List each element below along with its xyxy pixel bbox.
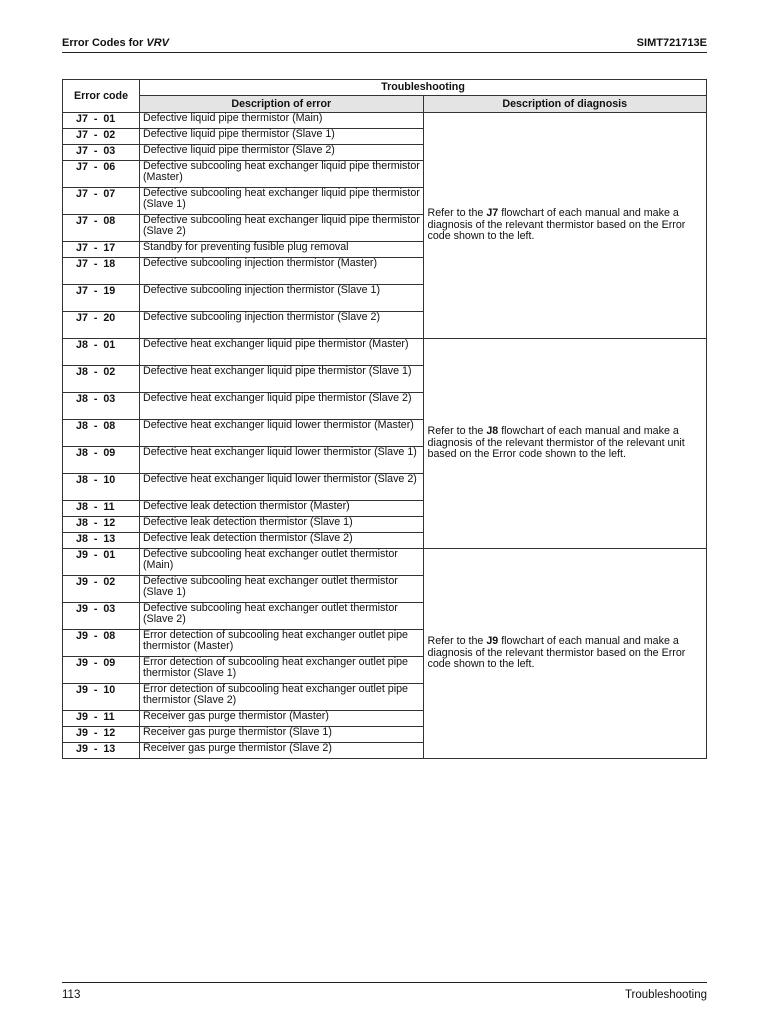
error-description-cell: Receiver gas purge thermistor (Master) — [140, 711, 424, 727]
col-description-diagnosis: Description of diagnosis — [423, 95, 707, 112]
diagnosis-text-pre: Refer to the — [427, 635, 487, 648]
error-code-cell: J7 - 17 — [63, 242, 140, 258]
diagnosis-cell — [423, 339, 707, 549]
error-description-cell: Standby for preventing fusible plug removal — [140, 242, 424, 258]
diagnosis-cell — [423, 549, 707, 759]
col-description-error: Description of error — [140, 95, 424, 112]
error-code-cell: J9 - 09 — [63, 657, 140, 684]
table-body — [63, 113, 707, 759]
error-description-cell: Receiver gas purge thermistor (Slave 1) — [140, 727, 424, 743]
error-code-table — [62, 79, 707, 759]
error-description-cell: Defective subcooling heat exchanger outlet thermistor (Slave 1) — [140, 576, 424, 603]
error-description-cell: Error detection of subcooling heat exchanger outlet pipe thermistor (Slave 1) — [140, 657, 424, 684]
error-description-cell: Defective leak detection thermistor (Slave 1) — [140, 517, 424, 533]
error-code-cell: J7 - 02 — [63, 129, 140, 145]
error-description-cell: Defective heat exchanger liquid pipe thermistor (Slave 2) — [140, 393, 424, 420]
error-description-cell: Defective heat exchanger liquid lower thermistor (Master) — [140, 420, 424, 447]
diagnosis-text-post: flowchart of each manual and make a diagnosis of the relevant thermistor based on the Error code shown to the left. — [427, 635, 686, 671]
table-row — [63, 113, 707, 129]
error-description-cell: Defective heat exchanger liquid pipe thermistor (Slave 1) — [140, 366, 424, 393]
document-id: SIMT721713E — [636, 37, 707, 49]
error-description-cell: Defective subcooling heat exchanger liquid pipe thermistor (Slave 1) — [140, 188, 424, 215]
error-code-cell: J9 - 13 — [63, 743, 140, 759]
error-description-cell: Defective subcooling injection thermistor (Master) — [140, 258, 424, 285]
error-code-cell: J7 - 19 — [63, 285, 140, 312]
col-error-code: Error code — [63, 80, 140, 113]
page-header — [62, 36, 707, 53]
error-code-cell: J8 - 02 — [63, 366, 140, 393]
diagnosis-flowchart-code: J7 — [486, 207, 499, 220]
error-code-cell: J8 - 03 — [63, 393, 140, 420]
error-description-cell: Defective subcooling heat exchanger liquid pipe thermistor (Slave 2) — [140, 215, 424, 242]
error-code-cell: J7 - 07 — [63, 188, 140, 215]
diagnosis-text-post: flowchart of each manual and make a diagnosis of the relevant thermistor based on the Error code shown to the left. — [427, 207, 686, 243]
error-code-cell: J7 - 08 — [63, 215, 140, 242]
error-description-cell: Defective liquid pipe thermistor (Main) — [140, 113, 424, 129]
error-description-cell: Defective subcooling heat exchanger outlet thermistor (Slave 2) — [140, 603, 424, 630]
error-description-cell: Defective liquid pipe thermistor (Slave 1) — [140, 129, 424, 145]
error-code-cell: J8 - 11 — [63, 501, 140, 517]
error-code-cell: J9 - 12 — [63, 727, 140, 743]
error-code-cell: J7 - 18 — [63, 258, 140, 285]
diagnosis-text-pre: Refer to the — [427, 425, 487, 438]
error-description-cell: Receiver gas purge thermistor (Slave 2) — [140, 743, 424, 759]
diagnosis-flowchart-code: J9 — [486, 635, 499, 648]
error-code-cell: J8 - 13 — [63, 533, 140, 549]
table-row — [63, 549, 707, 576]
error-description-cell: Defective leak detection thermistor (Master) — [140, 501, 424, 517]
error-code-cell: J9 - 10 — [63, 684, 140, 711]
diagnosis-flowchart-code: J8 — [486, 425, 499, 438]
error-code-cell: J7 - 20 — [63, 312, 140, 339]
header-prefix: Error Codes for — [62, 37, 147, 49]
error-description-cell: Error detection of subcooling heat exchanger outlet pipe thermistor (Slave 2) — [140, 684, 424, 711]
error-description-cell: Defective leak detection thermistor (Slave 2) — [140, 533, 424, 549]
error-code-cell: J9 - 03 — [63, 603, 140, 630]
diagnosis-text-pre: Refer to the — [427, 207, 487, 220]
error-code-cell: J9 - 02 — [63, 576, 140, 603]
error-description-cell: Defective subcooling injection thermistor (Slave 1) — [140, 285, 424, 312]
page-footer — [62, 982, 707, 1003]
diagnosis-cell — [423, 113, 707, 339]
col-troubleshooting: Troubleshooting — [140, 80, 707, 96]
header-title — [62, 37, 169, 49]
section-name: Troubleshooting — [624, 989, 707, 1001]
error-description-cell: Defective heat exchanger liquid lower thermistor (Slave 2) — [140, 474, 424, 501]
error-description-cell: Defective subcooling heat exchanger outlet thermistor (Main) — [140, 549, 424, 576]
table-row — [63, 339, 707, 366]
header-product: VRV — [146, 37, 169, 49]
error-description-cell: Error detection of subcooling heat exchanger outlet pipe thermistor (Master) — [140, 630, 424, 657]
error-code-cell: J8 - 10 — [63, 474, 140, 501]
error-code-cell: J8 - 09 — [63, 447, 140, 474]
error-description-cell: Defective subcooling heat exchanger liquid pipe thermistor (Master) — [140, 161, 424, 188]
error-description-cell: Defective heat exchanger liquid lower thermistor (Slave 1) — [140, 447, 424, 474]
page-number: 113 — [62, 989, 81, 1001]
error-description-cell: Defective subcooling injection thermistor (Slave 2) — [140, 312, 424, 339]
diagnosis-text-post: flowchart of each manual and make a diagnosis of the relevant thermistor of the relevant unit based on the Error code shown to the left. — [427, 425, 685, 461]
error-description-cell: Defective heat exchanger liquid pipe thermistor (Master) — [140, 339, 424, 366]
error-code-cell: J7 - 01 — [63, 113, 140, 129]
error-code-cell: J9 - 08 — [63, 630, 140, 657]
error-code-cell: J9 - 11 — [63, 711, 140, 727]
error-code-cell: J9 - 01 — [63, 549, 140, 576]
error-code-table-wrapper — [62, 79, 707, 759]
error-description-cell: Defective liquid pipe thermistor (Slave 2) — [140, 145, 424, 161]
error-code-cell: J8 - 08 — [63, 420, 140, 447]
error-code-cell: J7 - 03 — [63, 145, 140, 161]
error-code-cell: J8 - 12 — [63, 517, 140, 533]
error-code-cell: J8 - 01 — [63, 339, 140, 366]
error-code-cell: J7 - 06 — [63, 161, 140, 188]
